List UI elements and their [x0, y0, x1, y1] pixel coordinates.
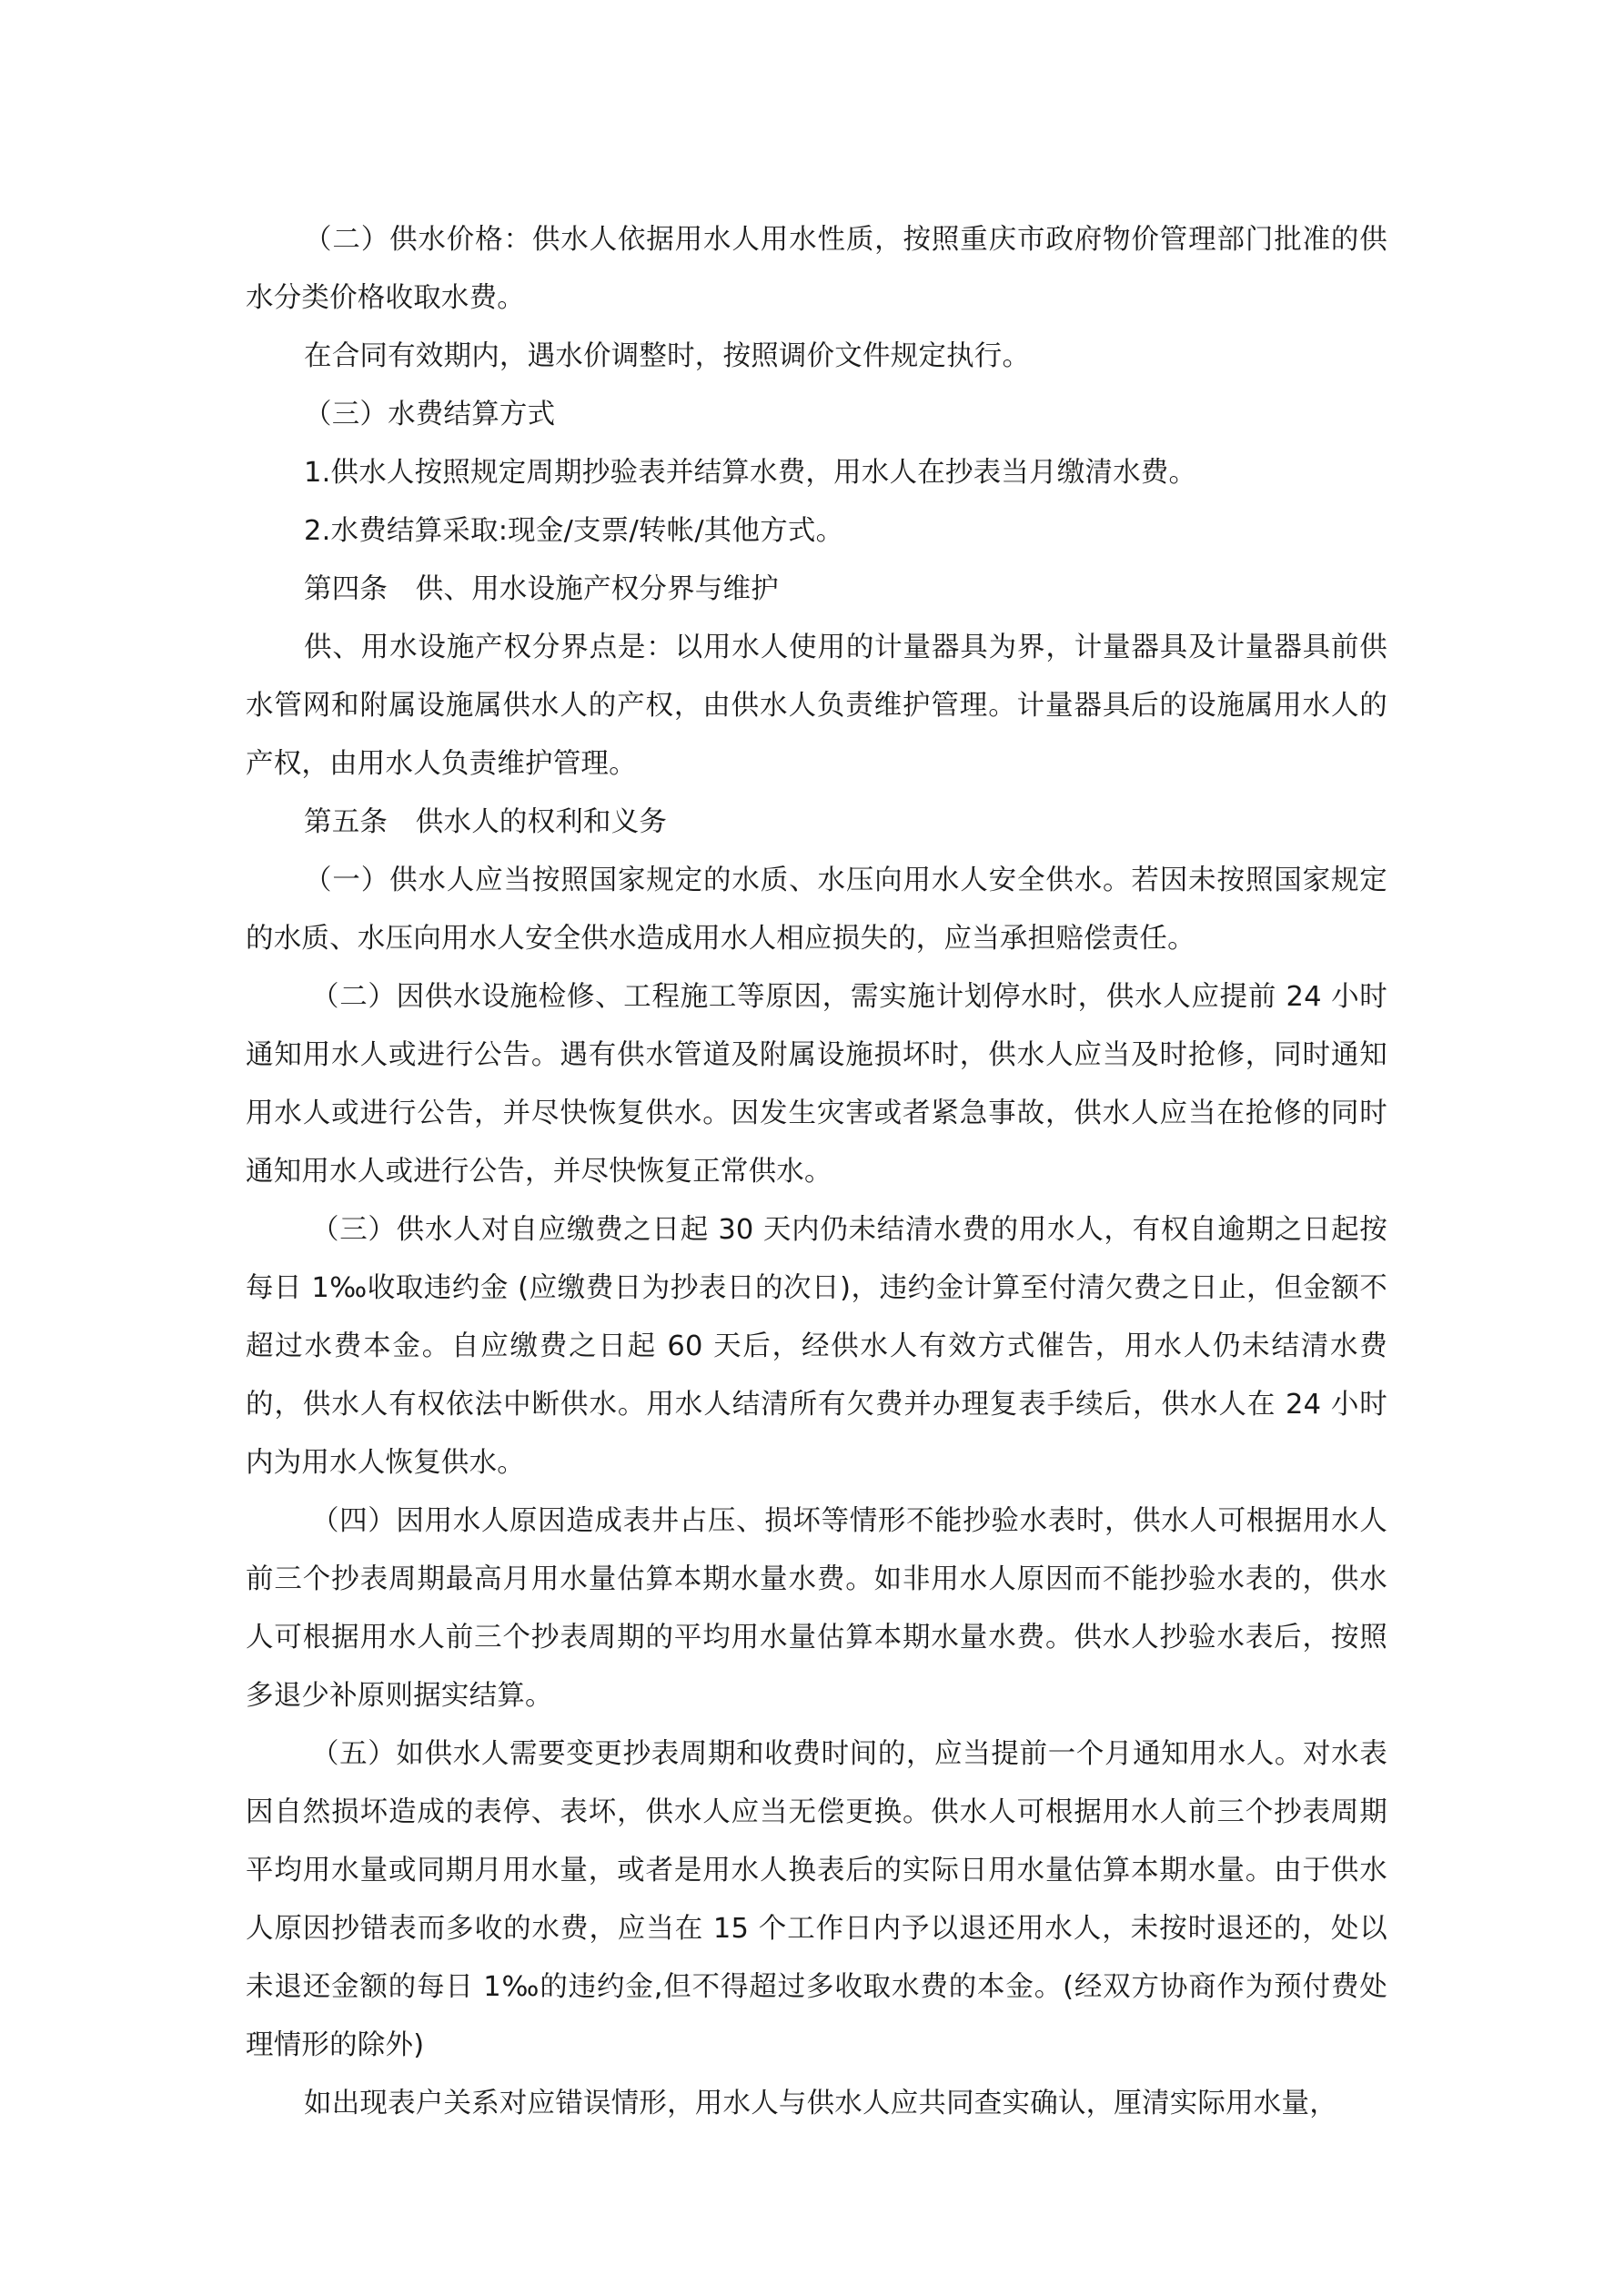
article-5-heading: 第五条 供水人的权利和义务: [304, 806, 668, 838]
paragraph-settlement-heading: （三）水费结算方式: [304, 399, 556, 430]
paragraph-supplier-duty-5: （五）如供水人需要变更抄表周期和收费时间的，应当提前一个月通知用水人。对水表因自然损坏造成的表停、表坏，供水人应当无偿更换。供水人可根据用水人前三个抄表周期平均用水量或同期月用水量，或者是用水人换表后的实际日用水量估算本期水量。由于供水人原因抄错表而多收的水费，应当在 15 个工作日内予以退还用水人，未按时退还的，处以未退还金额的每日 1‰的违约金,但不得超过多收取水费的本金。(经双方协商作为预付费处理情形的除外): [246, 1738, 1387, 2061]
paragraph-supplier-duty-3: （三）供水人对自应缴费之日起 30 天内仍未结清水费的用水人，有权自逾期之日起按每日 1‰收取违约金 (应缴费日为抄表日的次日)，违约金计算至付清欠费之日止，但金额不超过水费本金。自应缴费之日起 60 天后，经供水人有效方式催告，用水人仍未结清水费的，供水人有权依法中断供水。用水人结清所有欠费并办理复表手续后，供水人在 24 小时内为用水人恢复供水。: [246, 1214, 1387, 1479]
paragraph-meter-mismatch: 如出现表户关系对应错误情形，用水人与供水人应共同查实确认，厘清实际用水量，: [304, 2088, 1337, 2119]
paragraph-ownership-boundary: 供、用水设施产权分界点是：以用水人使用的计量器具为界，计量器具及计量器具前供水管网和附属设施属供水人的产权，由供水人负责维护管理。计量器具后的设施属用水人的产权，由用水人负责维护管理。: [246, 632, 1387, 780]
paragraph-settlement-item-1: 1.供水人按照规定周期抄验表并结算水费，用水人在抄表当月缴清水费。: [304, 457, 1197, 489]
paragraph-water-price: （二）供水价格：供水人依据用水人用水性质，按照重庆市政府物价管理部门批准的供水分类价格收取水费。: [246, 224, 1387, 314]
paragraph-price-adjustment: 在合同有效期内，遇水价调整时，按照调价文件规定执行。: [304, 340, 1031, 372]
paragraph-supplier-duty-4: （四）因用水人原因造成表井占压、损坏等情形不能抄验水表时，供水人可根据用水人前三个抄表周期最高月用水量估算本期水量水费。如非用水人原因而不能抄验水表的，供水人可根据用水人前三个抄表周期的平均用水量估算本期水量水费。供水人抄验水表后，按照多退少补原则据实结算。: [246, 1505, 1387, 1712]
article-4-heading: 第四条 供、用水设施产权分界与维护: [304, 573, 779, 605]
paragraph-supplier-duty-1: （一）供水人应当按照国家规定的水质、水压向用水人安全供水。若因未按照国家规定的水质、水压向用水人安全供水造成用水人相应损失的，应当承担赔偿责任。: [246, 865, 1387, 955]
paragraph-settlement-item-2: 2.水费结算采取:现金/支票/转帐/其他方式。: [304, 515, 844, 547]
document-page: [246, 211, 1387, 2133]
paragraph-supplier-duty-2: （二）因供水设施检修、工程施工等原因，需实施计划停水时，供水人应提前 24 小时通知用水人或进行公告。遇有供水管道及附属设施损坏时，供水人应当及时抢修，同时通知用水人或进行公告，并尽快恢复供水。因发生灾害或者紧急事故，供水人应当在抢修的同时通知用水人或进行公告，并尽快恢复正常供水。: [246, 981, 1387, 1188]
